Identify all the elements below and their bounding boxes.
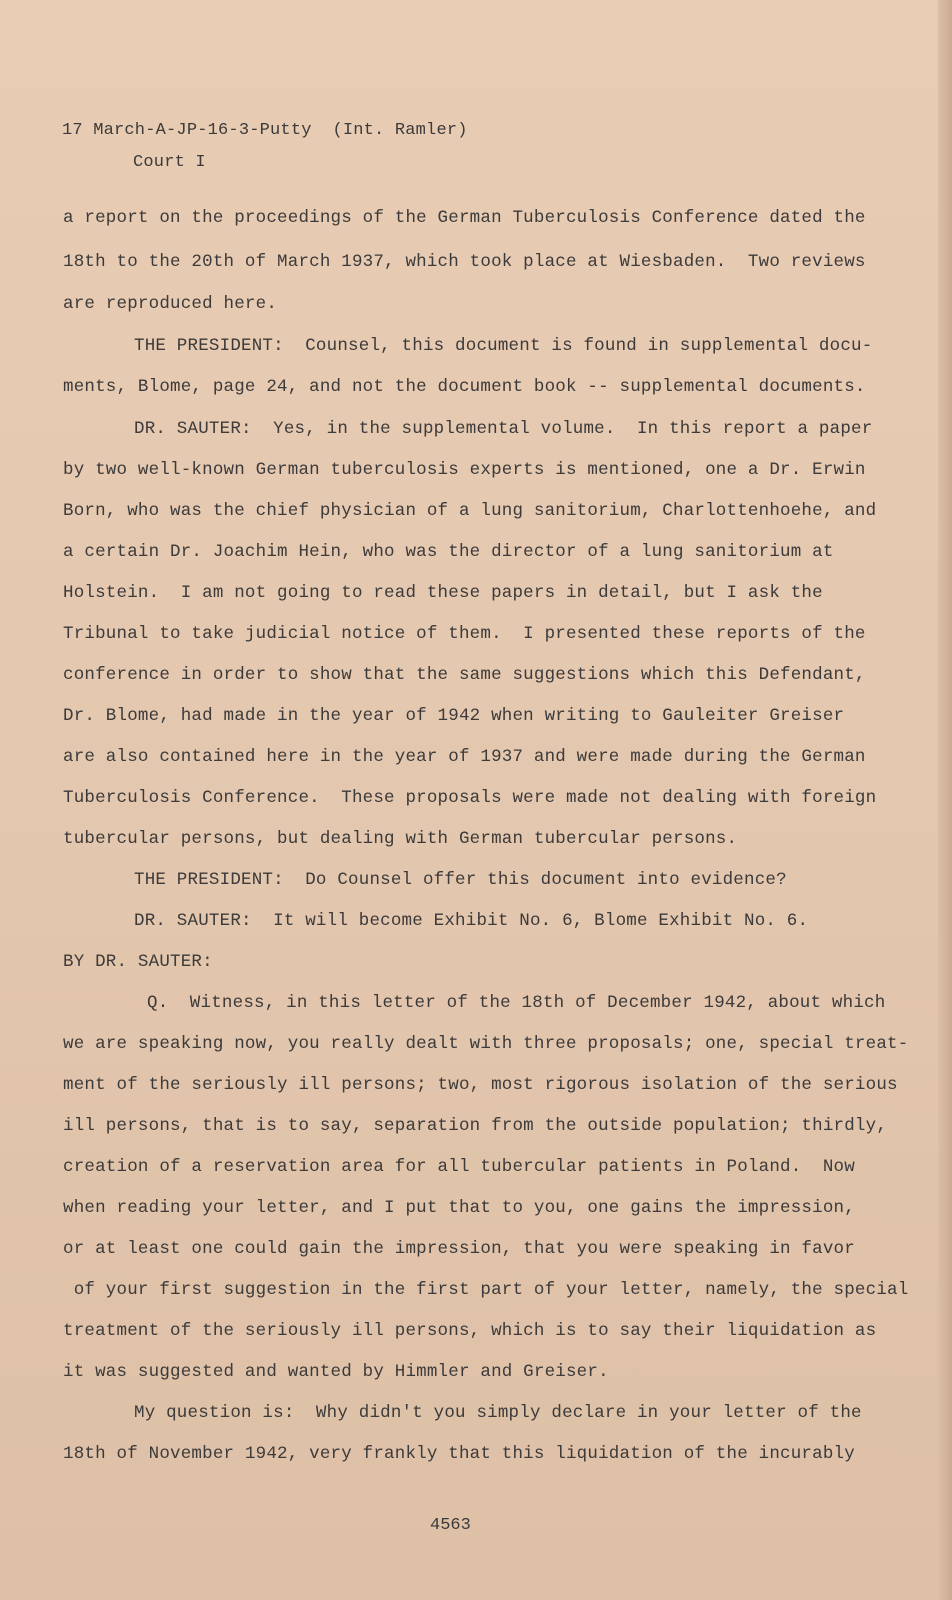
text-line: 18th to the 20th of March 1937, which took place at Wiesbaden. Two reviews	[63, 252, 866, 272]
text-line: 18th of November 1942, very frankly that this liquidation of the incurably	[63, 1444, 855, 1464]
text-line: THE PRESIDENT: Do Counsel offer this document into evidence?	[134, 870, 787, 890]
text-line: Tuberculosis Conference. These proposals were made not dealing with foreign	[63, 788, 877, 808]
text-line: a report on the proceedings of the German Tuberculosis Conference dated the	[63, 208, 866, 228]
text-line: Holstein. I am not going to read these papers in detail, but I ask the	[63, 583, 823, 603]
text-line: Born, who was the chief physician of a lung sanitorium, Charlottenhoehe, and	[63, 501, 877, 521]
text-line: ment of the seriously ill persons; two, most rigorous isolation of the serious	[63, 1075, 898, 1095]
text-line: when reading your letter, and I put that to you, one gains the impression,	[63, 1198, 855, 1218]
text-line: DR. SAUTER: It will become Exhibit No. 6, Blome Exhibit No. 6.	[134, 911, 809, 931]
text-line: DR. SAUTER: Yes, in the supplemental volume. In this report a paper	[134, 419, 873, 439]
text-line: a certain Dr. Joachim Hein, who was the director of a lung sanitorium at	[63, 542, 834, 562]
text-line: BY DR. SAUTER:	[63, 952, 213, 972]
text-line: we are speaking now, you really dealt with three proposals; one, special treat-	[63, 1034, 909, 1054]
header-line-1: 17 March-A-JP-16-3-Putty (Int. Ramler)	[62, 121, 468, 140]
text-line: it was suggested and wanted by Himmler and Greiser.	[63, 1362, 609, 1382]
text-line: tubercular persons, but dealing with German tubercular persons.	[63, 829, 738, 849]
text-line: Dr. Blome, had made in the year of 1942 when writing to Gauleiter Greiser	[63, 706, 845, 726]
text-line: creation of a reservation area for all tubercular patients in Poland. Now	[63, 1157, 855, 1177]
text-line: by two well-known German tuberculosis experts is mentioned, one a Dr. Erwin	[63, 460, 866, 480]
text-line: are also contained here in the year of 1937 and were made during the German	[63, 747, 866, 767]
text-line: of your first suggestion in the first part of your letter, namely, the special	[63, 1280, 909, 1300]
text-line: treatment of the seriously ill persons, which is to say their liquidation as	[63, 1321, 877, 1341]
text-line: ments, Blome, page 24, and not the document book -- supplemental documents.	[63, 377, 866, 397]
text-line: My question is: Why didn't you simply declare in your letter of the	[134, 1403, 862, 1423]
header-line-2: Court I	[133, 153, 206, 172]
text-line: are reproduced here.	[63, 294, 278, 314]
text-line: THE PRESIDENT: Counsel, this document is found in supplemental docu-	[134, 336, 873, 356]
page-edge	[938, 0, 952, 1600]
text-line: conference in order to show that the same suggestions which this Defendant,	[63, 665, 866, 685]
text-line: Tribunal to take judicial notice of them. I presented these reports of the	[63, 624, 866, 644]
page-number: 4563	[430, 1516, 471, 1535]
text-line: Q. Witness, in this letter of the 18th of December 1942, about which	[147, 993, 886, 1013]
text-line: ill persons, that is to say, separation from the outside population; thirdly,	[63, 1116, 888, 1136]
text-line: or at least one could gain the impression, that you were speaking in favor	[63, 1239, 855, 1259]
